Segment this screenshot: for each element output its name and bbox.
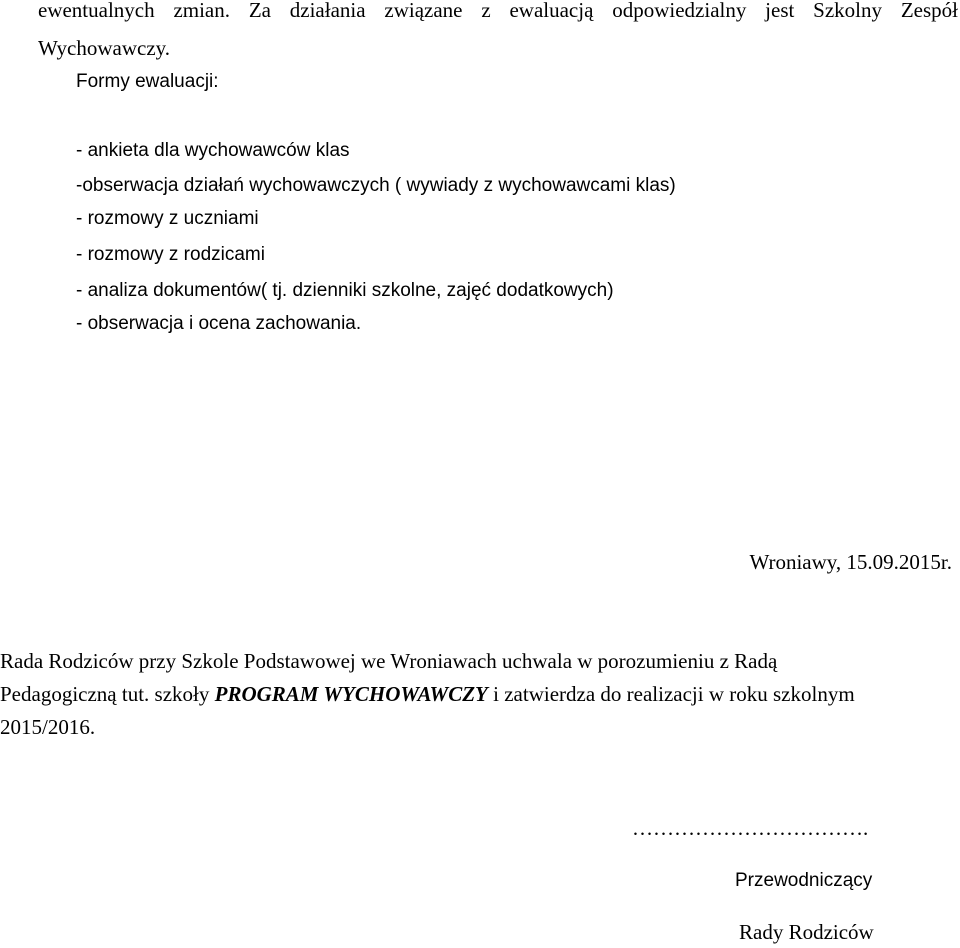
evaluation-item: - rozmowy z rodzicami bbox=[76, 244, 265, 265]
signature-dots: ……………………………. bbox=[632, 816, 869, 840]
evaluation-item: -obserwacja działań wychowawczych ( wywiady z wychowawcami klas) bbox=[76, 175, 676, 196]
intro-word: z bbox=[481, 0, 491, 22]
resolution-line-3: 2015/2016. bbox=[0, 715, 96, 739]
signature-body: Rady Rodziców bbox=[739, 920, 874, 944]
program-title-emphasis: PROGRAM WYCHOWAWCZY bbox=[214, 682, 488, 706]
intro-word: Za bbox=[248, 0, 271, 22]
intro-word: Zespół bbox=[900, 0, 958, 22]
intro-word: działania bbox=[289, 0, 366, 22]
intro-line-1 bbox=[38, 0, 958, 21]
intro-word: związane bbox=[384, 0, 463, 22]
resolution-text-before: Pedagogiczną tut. szkoły bbox=[0, 682, 215, 706]
resolution-text-after: i zatwierdza do realizacji w roku szkolnym bbox=[487, 682, 855, 706]
intro-word: ewentualnych bbox=[38, 0, 155, 22]
evaluation-heading: Formy ewaluacji: bbox=[76, 71, 219, 92]
date-line: Wroniawy, 15.09.2015r. bbox=[749, 550, 952, 574]
intro-word: zmian. bbox=[173, 0, 230, 22]
intro-word: jest bbox=[765, 0, 795, 22]
intro-line-2: Wychowawczy. bbox=[38, 36, 171, 60]
evaluation-item: - rozmowy z uczniami bbox=[76, 208, 259, 229]
resolution-line-2 bbox=[0, 684, 855, 705]
intro-word: odpowiedzialny bbox=[612, 0, 747, 22]
intro-word: Szkolny bbox=[813, 0, 882, 22]
signature-title: Przewodniczący bbox=[735, 870, 873, 891]
intro-word: ewaluacją bbox=[509, 0, 594, 22]
evaluation-item: - ankieta dla wychowawców klas bbox=[76, 140, 350, 161]
evaluation-item: - analiza dokumentów( tj. dzienniki szkolne, zajęć dodatkowych) bbox=[76, 280, 614, 301]
resolution-line-1: Rada Rodziców przy Szkole Podstawowej we Wroniawach uchwala w porozumieniu z Radą bbox=[0, 649, 778, 673]
evaluation-item: - obserwacja i ocena zachowania. bbox=[76, 313, 362, 334]
